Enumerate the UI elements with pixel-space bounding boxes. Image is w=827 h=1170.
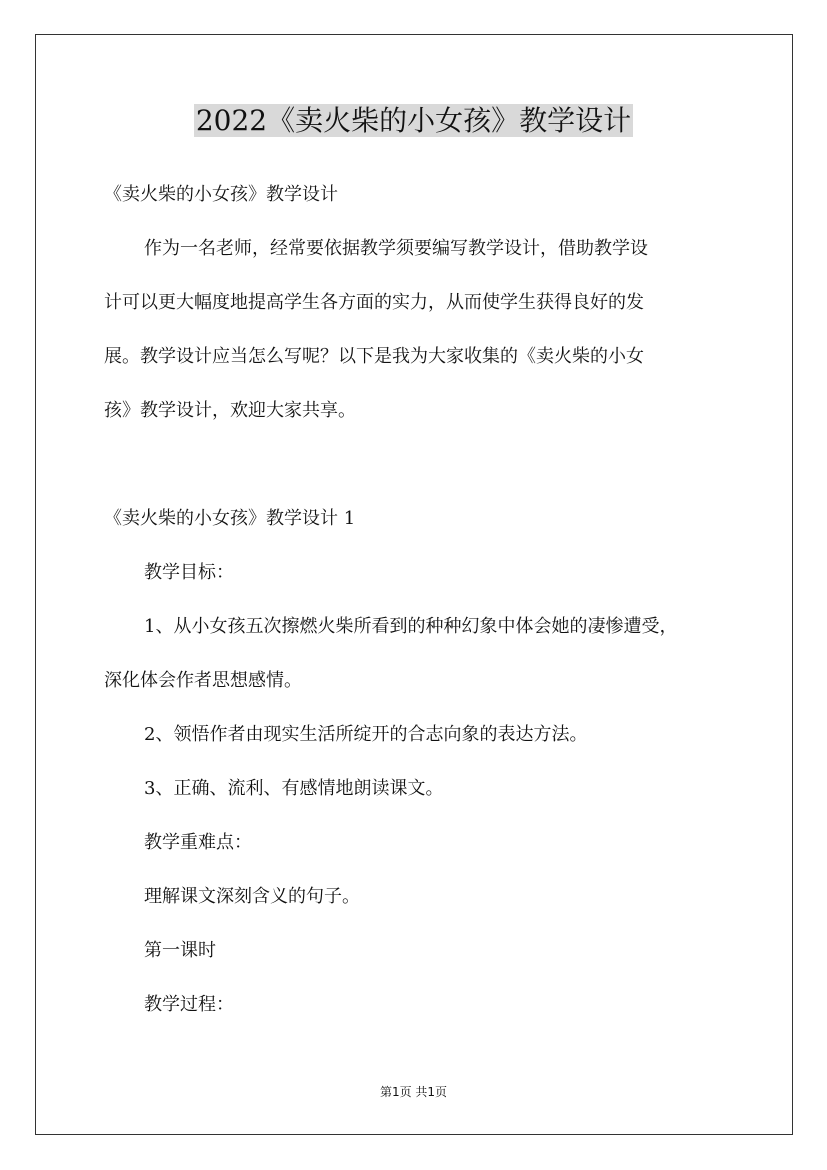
intro-line-4: 孩》教学设计，欢迎大家共享。	[104, 400, 356, 421]
key-point: 理解课文深刻含义的句子。	[144, 886, 360, 907]
lesson-label: 第一课时	[144, 940, 216, 961]
page-footer: 第1页 共1页	[379, 1085, 448, 1099]
key-points-label: 教学重难点：	[144, 832, 252, 853]
goal-1-line-1: 1、从小女孩五次擦燃火柴所看到的种种幻象中体会她的凄惨遭受，	[144, 616, 678, 637]
document-subtitle: 《卖火柴的小女孩》教学设计	[104, 184, 338, 205]
document-title	[0, 100, 827, 142]
goals-label: 教学目标：	[144, 562, 234, 583]
goal-3: 3、正确、流利、有感情地朗读课文。	[144, 778, 444, 799]
process-label: 教学过程：	[144, 994, 234, 1015]
goal-2: 2、领悟作者由现实生活所绽开的合志向象的表达方法。	[144, 724, 588, 745]
goal-1-line-2: 深化体会作者思想感情。	[104, 670, 302, 691]
intro-line-3: 展。教学设计应当怎么写呢？以下是我为大家收集的《卖火柴的小女	[104, 346, 644, 367]
section-heading: 《卖火柴的小女孩》教学设计 1	[104, 508, 356, 529]
intro-line-2: 计可以更大幅度地提高学生各方面的实力，从而使学生获得良好的发	[104, 292, 644, 313]
document-title-text: 2022《卖火柴的小女孩》教学设计	[195, 104, 632, 137]
intro-line-1: 作为一名老师，经常要依据教学须要编写教学设计，借助教学设	[144, 238, 648, 259]
